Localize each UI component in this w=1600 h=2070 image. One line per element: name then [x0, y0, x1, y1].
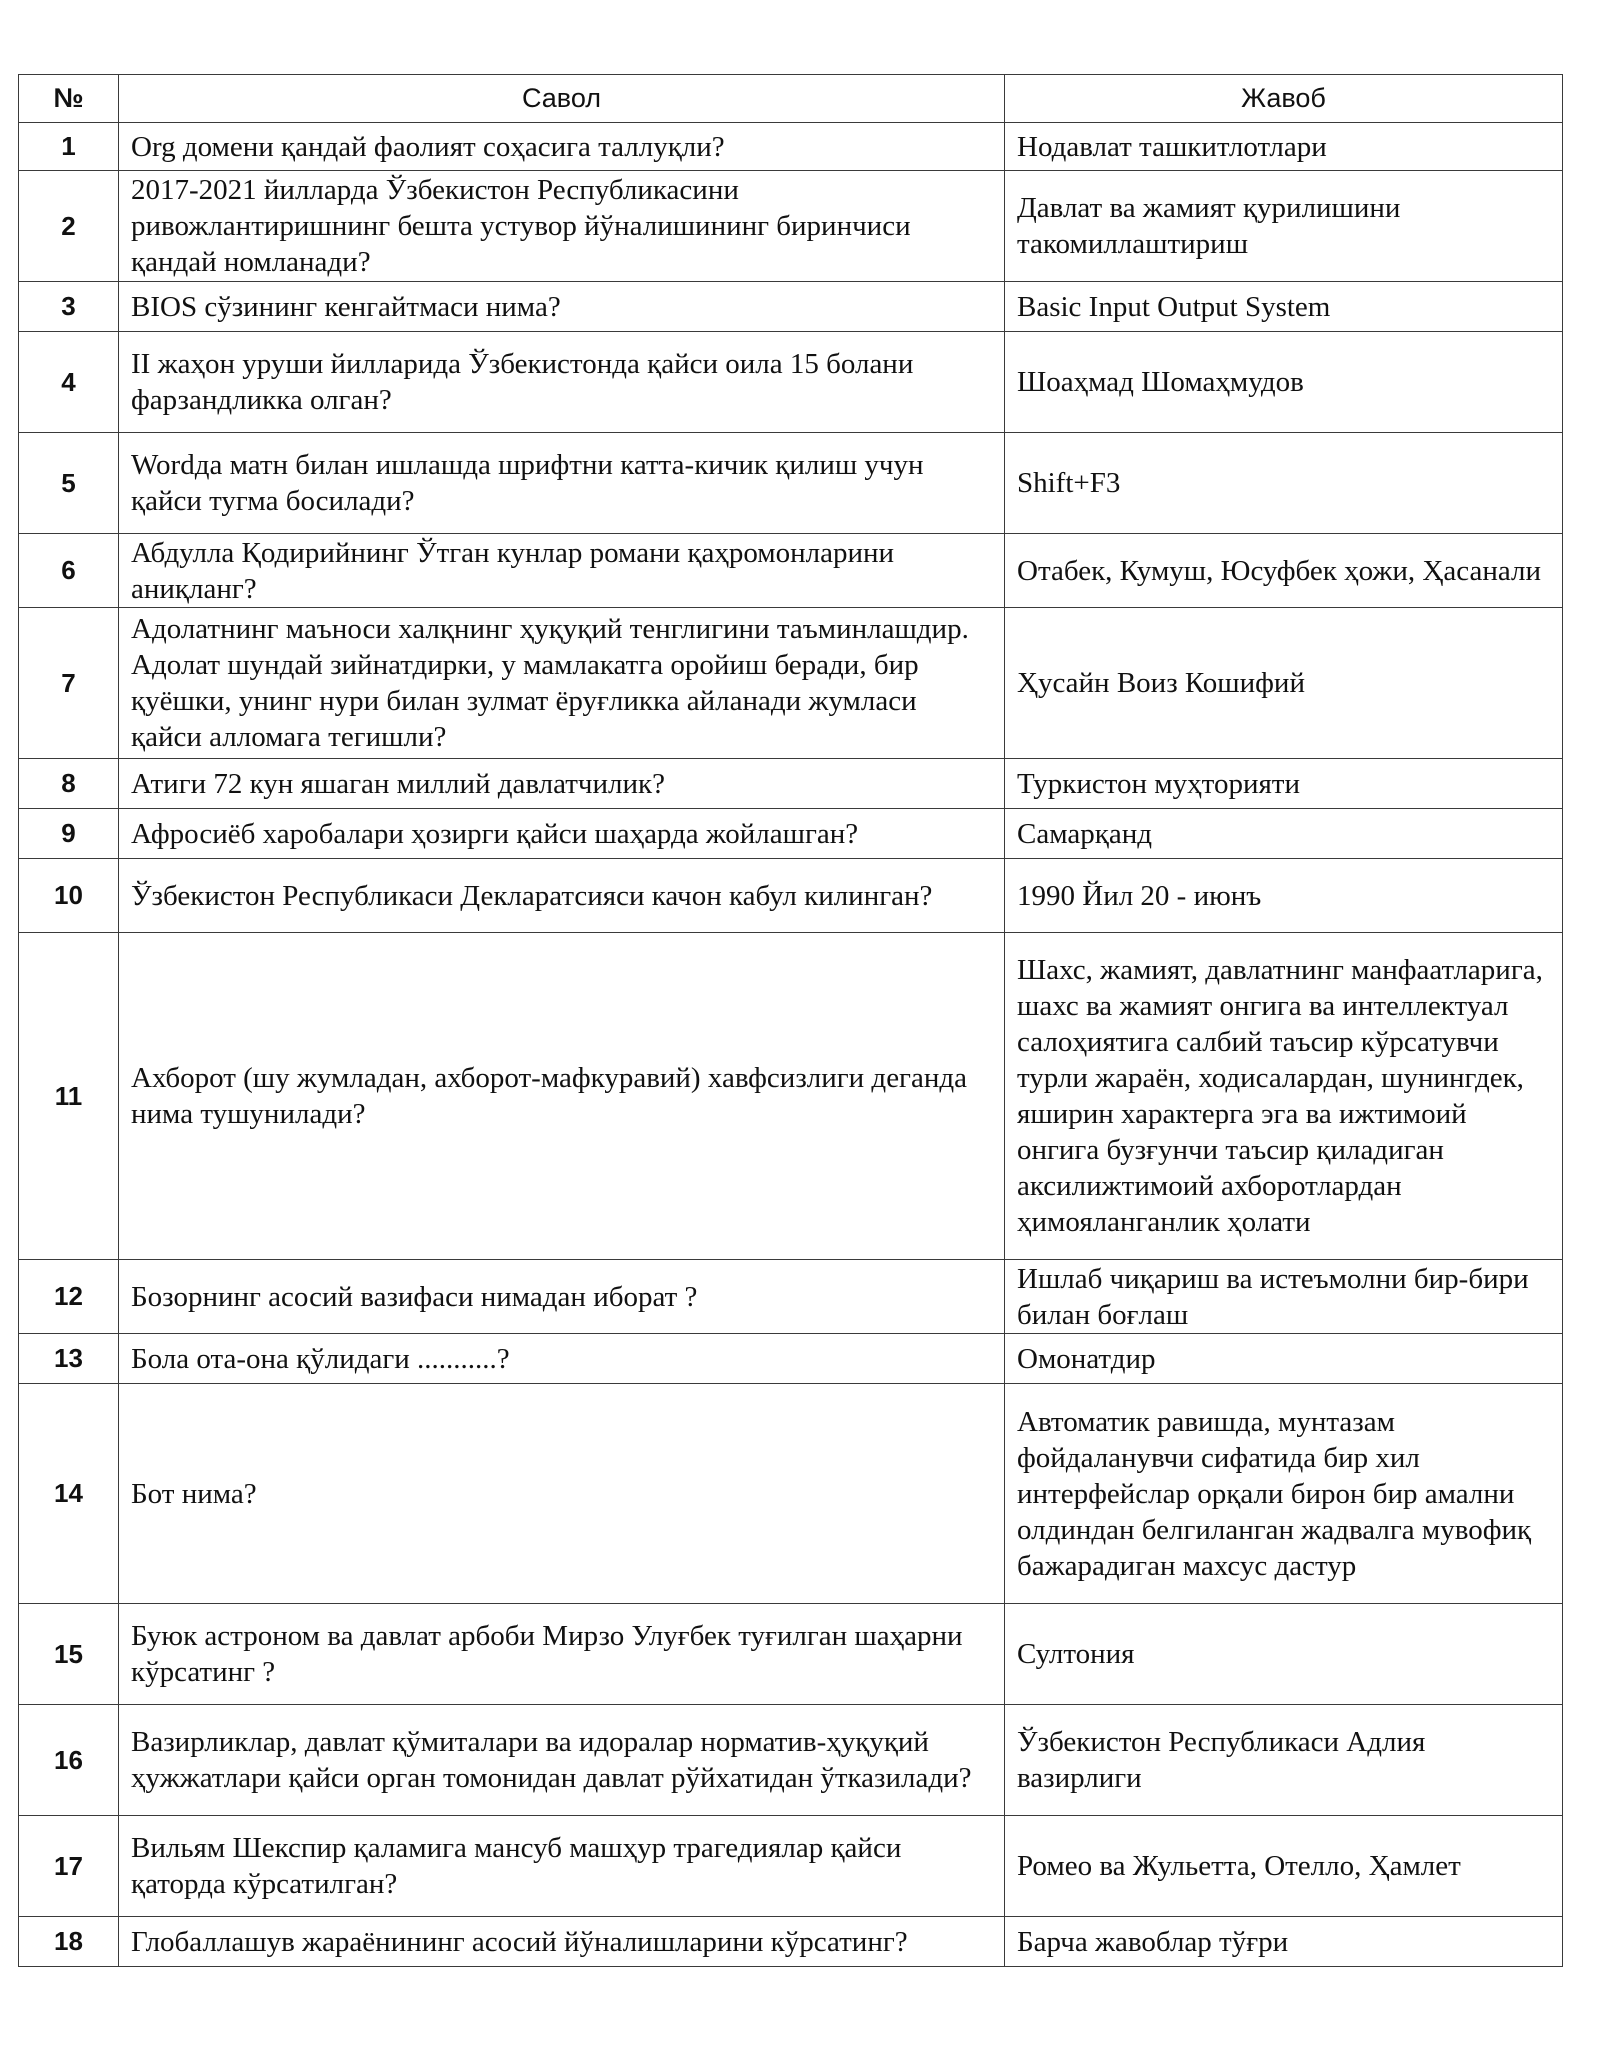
row-answer: Автоматик равишда, мунтазам фойдаланувчи сифатида бир хил интерфейслар орқали бирон бир амални олдиндан белгиланган жадвалга мувофиқ бажарадиган махсус дастур [1005, 1384, 1563, 1604]
row-number: 5 [19, 433, 119, 534]
row-number: 10 [19, 859, 119, 933]
row-question: Адолатнинг маъноси халқнинг ҳуқуқий тенглигини таъминлашдир. Адолат шундай зийнатдирки, у мамлакатга оройиш беради, бир қуёшки, унинг нури билан зулмат ёруғликка айланади жумласи қайси алломага тегишли? [119, 608, 1005, 759]
row-question: Бот нима? [119, 1384, 1005, 1604]
table-row [19, 608, 1563, 759]
row-number: 3 [19, 282, 119, 332]
row-answer: Отабек, Кумуш, Юсуфбек ҳожи, Ҳасанали [1005, 534, 1563, 608]
row-answer: Ўзбекистон Республикаси Адлия вазирлиги [1005, 1705, 1563, 1816]
row-number: 18 [19, 1917, 119, 1967]
row-question: II жаҳон уруши йилларида Ўзбекистонда қайси оила 15 болани фарзандликка олган? [119, 332, 1005, 433]
row-answer: Basic Input Output System [1005, 282, 1563, 332]
header-question: Савол [119, 75, 1005, 123]
row-number: 11 [19, 933, 119, 1260]
table-header-row [19, 75, 1563, 123]
row-answer: Султония [1005, 1604, 1563, 1705]
row-question: Бозорнинг асосий вазифаси нимадан иборат ? [119, 1260, 1005, 1334]
row-answer: Шахс, жамият, давлатнинг манфаатларига, шахс ва жамият онгига ва интеллектуал салоҳиятига салбий таъсир кўрсатувчи турли жараён, ходисалардан, шунингдек, яширин характерга эга ва ижтимоий онгига бузғунчи таъсир қиладиган аксилижтимоий ахборотлардан ҳимояланганлик ҳолати [1005, 933, 1563, 1260]
row-answer: Давлат ва жамият қурилишини такомиллаштириш [1005, 171, 1563, 282]
row-number: 2 [19, 171, 119, 282]
row-answer: Барча жавоблар тўғри [1005, 1917, 1563, 1967]
table-row [19, 433, 1563, 534]
table-row [19, 332, 1563, 433]
table-row [19, 1334, 1563, 1384]
row-question: Ахборот (шу жумладан, ахборот-мафкуравий) хавфсизлиги деганда нима тушунилади? [119, 933, 1005, 1260]
row-number: 14 [19, 1384, 119, 1604]
row-question: Абдулла Қодирийнинг Ўтган кунлар романи қаҳромонларини аниқланг? [119, 534, 1005, 608]
row-number: 9 [19, 809, 119, 859]
table-row [19, 123, 1563, 171]
row-question: 2017-2021 йилларда Ўзбекистон Республикасини ривожлантиришнинг бешта устувор йўналишининг биринчиси қандай номланади? [119, 171, 1005, 282]
table-row [19, 171, 1563, 282]
header-answer: Жавоб [1005, 75, 1563, 123]
row-question: Буюк астроном ва давлат арбоби Мирзо Улуғбек туғилган шаҳарни кўрсатинг ? [119, 1604, 1005, 1705]
row-answer: Ҳусайн Воиз Кошифий [1005, 608, 1563, 759]
row-question: Бола ота-она қўлидаги ...........? [119, 1334, 1005, 1384]
row-answer: Нодавлат ташкитлотлари [1005, 123, 1563, 171]
row-question: Вильям Шекспир қаламига мансуб машҳур трагедиялар қайси қаторда кўрсатилган? [119, 1816, 1005, 1917]
row-number: 1 [19, 123, 119, 171]
row-number: 6 [19, 534, 119, 608]
table-row [19, 282, 1563, 332]
table-row [19, 933, 1563, 1260]
table-row [19, 1705, 1563, 1816]
row-number: 7 [19, 608, 119, 759]
row-answer: Омонатдир [1005, 1334, 1563, 1384]
row-number: 4 [19, 332, 119, 433]
row-number: 15 [19, 1604, 119, 1705]
row-question: Атиги 72 кун яшаган миллий давлатчилик? [119, 759, 1005, 809]
row-number: 12 [19, 1260, 119, 1334]
row-question: Wordда матн билан ишлашда шрифтни катта-кичик қилиш учун қайси тугма босилади? [119, 433, 1005, 534]
row-number: 13 [19, 1334, 119, 1384]
table-row [19, 1260, 1563, 1334]
table-row [19, 1384, 1563, 1604]
row-answer: Туркистон муҳторияти [1005, 759, 1563, 809]
row-answer: Шоаҳмад Шомаҳмудов [1005, 332, 1563, 433]
row-answer: 1990 Йил 20 - июнъ [1005, 859, 1563, 933]
qa-table [18, 74, 1563, 1967]
row-number: 16 [19, 1705, 119, 1816]
row-question: Вазирликлар, давлат қўмиталари ва идоралар норматив-ҳуқуқий ҳужжатлари қайси орган томонидан давлат рўйхатидан ўтказилади? [119, 1705, 1005, 1816]
row-question: Ўзбекистон Республикаси Деклaратсияси качон кабул килинган? [119, 859, 1005, 933]
row-question: Глобаллашув жараёнининг асосий йўналишларини кўрсатинг? [119, 1917, 1005, 1967]
table-row [19, 534, 1563, 608]
table-row [19, 859, 1563, 933]
row-question: BIOS сўзининг кенгайтмаси нима? [119, 282, 1005, 332]
row-question: Афросиёб харобалари ҳозирги қайси шаҳарда жойлашган? [119, 809, 1005, 859]
table-row [19, 1917, 1563, 1967]
row-answer: Самарқанд [1005, 809, 1563, 859]
row-number: 8 [19, 759, 119, 809]
table-row [19, 759, 1563, 809]
row-answer: Shift+F3 [1005, 433, 1563, 534]
table-row [19, 1604, 1563, 1705]
row-answer: Ишлаб чиқариш ва истеъмолни бир-бири билан боғлаш [1005, 1260, 1563, 1334]
row-number: 17 [19, 1816, 119, 1917]
row-answer: Ромео ва Жульетта, Отелло, Ҳамлет [1005, 1816, 1563, 1917]
row-question: Оrg домени қандай фаолият соҳасига таллуқли? [119, 123, 1005, 171]
table-row [19, 809, 1563, 859]
table-row [19, 1816, 1563, 1917]
header-number: № [19, 75, 119, 123]
